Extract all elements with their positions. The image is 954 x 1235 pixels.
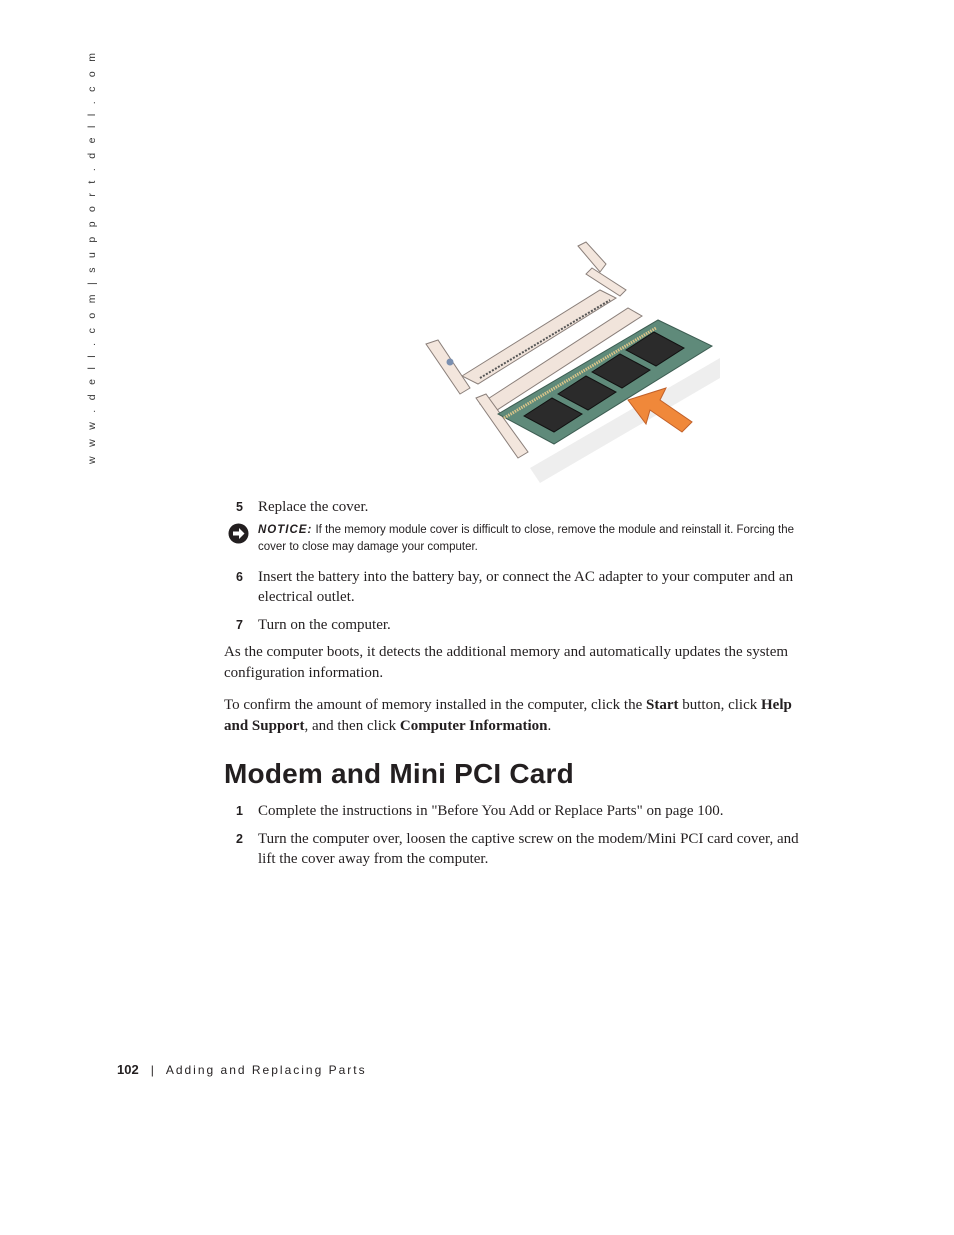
step-text: Insert the battery into the battery bay, or connect the AC adapter to your computer and an electrical outlet. bbox=[258, 569, 794, 605]
step-number: 6 bbox=[236, 570, 243, 584]
notice-label: NOTICE: bbox=[258, 524, 313, 536]
side-website-url: w w w . d e l l . c o m | s u p p o r t . d e l l . c o m bbox=[86, 49, 98, 464]
help-and-support-term: Help and Support bbox=[224, 697, 792, 734]
page-number: 102 bbox=[117, 1062, 139, 1077]
start-term: Start bbox=[646, 697, 679, 713]
page-footer bbox=[117, 1062, 367, 1077]
step-number: 2 bbox=[236, 832, 243, 846]
step-text: Complete the instructions in "Before You Add or Replace Parts" on page 100. bbox=[258, 803, 724, 819]
footer-separator: | bbox=[150, 1063, 154, 1077]
step-number: 7 bbox=[236, 618, 243, 632]
confirm-text-2: button, click bbox=[678, 697, 761, 713]
computer-information-term: Computer Information bbox=[399, 718, 548, 734]
step-1 bbox=[236, 802, 816, 822]
boot-paragraph: As the computer boots, it detects the additional memory and automatically updates the system configuration information. bbox=[224, 644, 789, 681]
step-text: Turn on the computer. bbox=[258, 617, 391, 633]
notice-box bbox=[228, 522, 818, 556]
section-heading: Modem and Mini PCI Card bbox=[224, 758, 574, 789]
step-text: Replace the cover. bbox=[258, 499, 369, 515]
step-number: 5 bbox=[236, 500, 243, 514]
confirm-text-4: . bbox=[547, 718, 552, 734]
memory-module-illustration bbox=[420, 238, 720, 483]
confirm-text-1: To confirm the amount of memory installed in the computer, click the bbox=[224, 697, 646, 713]
chapter-title: Adding and Replacing Parts bbox=[165, 1063, 367, 1077]
step-7 bbox=[236, 616, 816, 636]
notice-text: If the memory module cover is difficult to close, remove the module and reinstall it. Forcing the cover to close may damage your computer. bbox=[258, 524, 795, 553]
notice-arrow-icon bbox=[228, 523, 249, 550]
step-number: 1 bbox=[236, 804, 243, 818]
confirm-paragraph bbox=[224, 695, 814, 737]
step-6 bbox=[236, 568, 816, 607]
step-text: Turn the computer over, loosen the captive screw on the modem/Mini PCI card cover, and lift the cover away from the computer. bbox=[258, 831, 799, 867]
step-5 bbox=[236, 498, 816, 518]
step-2 bbox=[236, 830, 816, 869]
confirm-text-3: , and then click bbox=[304, 718, 400, 734]
